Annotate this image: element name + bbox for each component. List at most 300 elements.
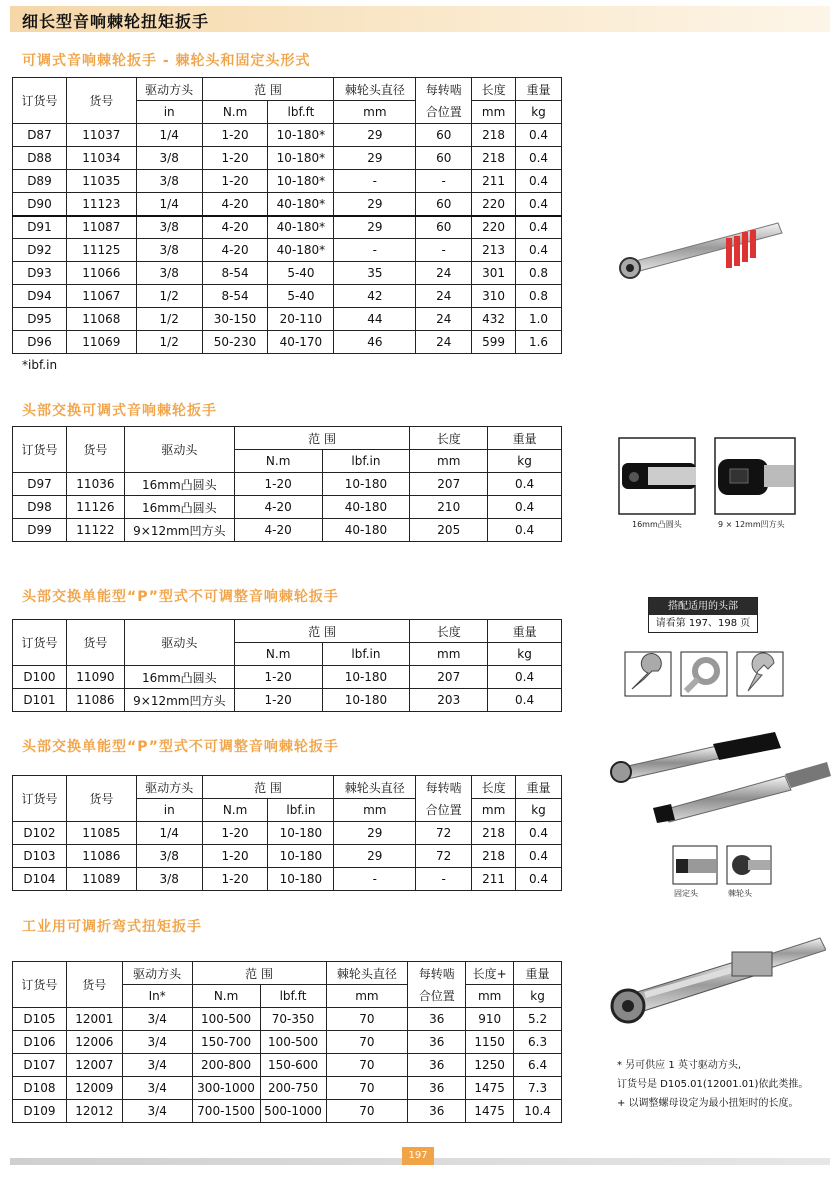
table-cell: 10-180* bbox=[268, 170, 334, 193]
table-cell: D106 bbox=[13, 1031, 67, 1054]
table-cell: 42 bbox=[334, 285, 416, 308]
header-lbf: lbf.ft bbox=[260, 985, 326, 1008]
table-cell: 44 bbox=[334, 308, 416, 331]
table-cell: 500-1000 bbox=[260, 1100, 326, 1123]
table-row bbox=[13, 239, 562, 262]
table-row bbox=[13, 1100, 562, 1123]
table-cell: - bbox=[334, 239, 416, 262]
table-cell: 11123 bbox=[66, 193, 136, 216]
header-nm: N.m bbox=[234, 643, 322, 666]
torque-wrench-photo bbox=[605, 728, 831, 823]
header-dia-unit: mm bbox=[334, 799, 416, 822]
section-5-notes bbox=[617, 1056, 839, 1113]
table-cell: 7.3 bbox=[514, 1077, 562, 1100]
table-cell: D98 bbox=[13, 496, 67, 519]
table-cell: 3/4 bbox=[122, 1031, 192, 1054]
table-cell: 9×12mm凹方头 bbox=[124, 689, 234, 712]
header-wt: 重量 bbox=[516, 776, 562, 799]
table-cell: 0.8 bbox=[516, 285, 562, 308]
table-cell: 60 bbox=[416, 193, 472, 216]
table-cell: 1.6 bbox=[516, 331, 562, 354]
table-cell: 150-700 bbox=[192, 1031, 260, 1054]
table-cell: 0.4 bbox=[488, 666, 562, 689]
table-cell: 207 bbox=[410, 473, 488, 496]
table-cell: 36 bbox=[408, 1054, 466, 1077]
table-cell: 10-180 bbox=[268, 845, 334, 868]
header-item: 货号 bbox=[66, 962, 122, 1008]
table-cell: 36 bbox=[408, 1077, 466, 1100]
table-cell: 36 bbox=[408, 1008, 466, 1031]
table-cell: 1150 bbox=[466, 1031, 514, 1054]
table-cell: 10-180 bbox=[322, 689, 410, 712]
section-5-table bbox=[12, 961, 562, 1123]
table-cell: 11087 bbox=[66, 216, 136, 239]
table-cell: 301 bbox=[472, 262, 516, 285]
table-cell: D103 bbox=[13, 845, 67, 868]
header-dia: 棘轮头直径 bbox=[334, 78, 416, 101]
torque-wrench-photo bbox=[604, 930, 826, 1034]
note-line: * 另可供应 1 英寸驱动方头, bbox=[617, 1060, 742, 1071]
table-cell: 599 bbox=[472, 331, 516, 354]
table-cell: 60 bbox=[416, 147, 472, 170]
photo-caption: 固定头 bbox=[674, 889, 698, 898]
header-dia-unit: mm bbox=[334, 101, 416, 124]
header-wt: 重量 bbox=[488, 620, 562, 643]
table-cell: 3/4 bbox=[122, 1077, 192, 1100]
table-row bbox=[13, 147, 562, 170]
table-cell: 70 bbox=[326, 1031, 408, 1054]
table-row bbox=[13, 170, 562, 193]
table-cell: 3/8 bbox=[136, 239, 202, 262]
header-drive-unit: in bbox=[136, 101, 202, 124]
table-cell: 24 bbox=[416, 262, 472, 285]
table-cell: 4-20 bbox=[202, 193, 268, 216]
table-cell: 1-20 bbox=[234, 689, 322, 712]
table-cell: 70 bbox=[326, 1008, 408, 1031]
table-cell: 1/2 bbox=[136, 308, 202, 331]
table-cell: 9×12mm凹方头 bbox=[124, 519, 234, 542]
table-row bbox=[13, 496, 562, 519]
wrench-head-photo bbox=[618, 437, 696, 515]
header-wt-unit: kg bbox=[488, 643, 562, 666]
table-cell: D92 bbox=[13, 239, 67, 262]
table-cell: 211 bbox=[472, 868, 516, 891]
table-cell: 29 bbox=[334, 216, 416, 239]
header-order: 订货号 bbox=[13, 427, 67, 473]
table-cell: 1-20 bbox=[202, 147, 268, 170]
table-row bbox=[13, 1031, 562, 1054]
table-cell: 46 bbox=[334, 331, 416, 354]
table-cell: 36 bbox=[408, 1031, 466, 1054]
table-cell: 6.3 bbox=[514, 1031, 562, 1054]
table-cell: 40-180 bbox=[322, 496, 410, 519]
header-wt-unit: kg bbox=[488, 450, 562, 473]
table-row bbox=[13, 666, 562, 689]
table-cell: 11090 bbox=[66, 666, 124, 689]
reference-box bbox=[648, 597, 758, 633]
reference-box-body: 请看第 197、198 页 bbox=[649, 615, 757, 632]
table-cell: 5-40 bbox=[268, 262, 334, 285]
table-cell: 3/4 bbox=[122, 1054, 192, 1077]
header-order: 订货号 bbox=[13, 962, 67, 1008]
wrench-head-photo bbox=[672, 845, 718, 885]
table-cell: 910 bbox=[466, 1008, 514, 1031]
table-cell: 70 bbox=[326, 1054, 408, 1077]
header-item: 货号 bbox=[66, 776, 136, 822]
header-nm: N.m bbox=[234, 450, 322, 473]
table-cell: 0.4 bbox=[516, 239, 562, 262]
table-cell: 10-180 bbox=[322, 666, 410, 689]
table-cell: 40-180 bbox=[322, 519, 410, 542]
table-row bbox=[13, 1077, 562, 1100]
table-cell: 12009 bbox=[66, 1077, 122, 1100]
section-1-title: 可调式音响棘轮扳手 - 棘轮头和固定头形式 bbox=[22, 53, 311, 69]
header-item: 货号 bbox=[66, 427, 124, 473]
table-cell: D105 bbox=[13, 1008, 67, 1031]
photo-caption: 9 × 12mm凹方头 bbox=[718, 520, 785, 529]
table-cell: 40-180* bbox=[268, 193, 334, 216]
table-cell: 5-40 bbox=[268, 285, 334, 308]
header-wt-unit: kg bbox=[516, 799, 562, 822]
table-cell: 220 bbox=[472, 193, 516, 216]
table-cell: 3/8 bbox=[136, 262, 202, 285]
table-row bbox=[13, 519, 562, 542]
table-cell: 1475 bbox=[466, 1077, 514, 1100]
table-cell: 1.0 bbox=[516, 308, 562, 331]
header-range: 范 围 bbox=[234, 620, 410, 643]
table-row bbox=[13, 473, 562, 496]
header-click: 每转啮 bbox=[416, 78, 472, 101]
table-cell: 0.4 bbox=[488, 496, 562, 519]
header-lbf: lbf.in bbox=[268, 799, 334, 822]
photo-caption: 16mm凸圆头 bbox=[632, 520, 682, 529]
table-cell: D107 bbox=[13, 1054, 67, 1077]
table-cell: 50-230 bbox=[202, 331, 268, 354]
table-cell: 0.4 bbox=[516, 822, 562, 845]
section-1-footnote: *ibf.in bbox=[22, 358, 58, 372]
table-cell: 24 bbox=[416, 285, 472, 308]
table-cell: 0.4 bbox=[488, 473, 562, 496]
table-cell: 210 bbox=[410, 496, 488, 519]
table-cell: D93 bbox=[13, 262, 67, 285]
header-drive: 驱动头 bbox=[124, 620, 234, 666]
table-cell: 12012 bbox=[66, 1100, 122, 1123]
table-cell: 12001 bbox=[66, 1008, 122, 1031]
header-len-unit: mm bbox=[472, 101, 516, 124]
torque-wrench-photo bbox=[608, 128, 808, 288]
header-wt: 重量 bbox=[488, 427, 562, 450]
table-cell: 1-20 bbox=[202, 124, 268, 147]
table-row bbox=[13, 868, 562, 891]
table-cell: 12007 bbox=[66, 1054, 122, 1077]
table-cell: 432 bbox=[472, 308, 516, 331]
table-row bbox=[13, 124, 562, 147]
header-order: 订货号 bbox=[13, 78, 67, 124]
table-cell: D88 bbox=[13, 147, 67, 170]
header-range: 范 围 bbox=[202, 776, 334, 799]
table-cell: 218 bbox=[472, 845, 516, 868]
table-cell: 70-350 bbox=[260, 1008, 326, 1031]
table-cell: - bbox=[416, 170, 472, 193]
header-nm: N.m bbox=[202, 799, 268, 822]
table-cell: 10-180 bbox=[268, 822, 334, 845]
table-cell: D89 bbox=[13, 170, 67, 193]
header-len-unit: mm bbox=[410, 643, 488, 666]
header-drive-unit: in bbox=[136, 799, 202, 822]
table-cell: D97 bbox=[13, 473, 67, 496]
table-cell: 29 bbox=[334, 845, 416, 868]
table-cell: D99 bbox=[13, 519, 67, 542]
table-cell: 40-180* bbox=[268, 216, 334, 239]
header-nm: N.m bbox=[192, 985, 260, 1008]
section-4-table bbox=[12, 775, 562, 891]
table-cell: 10-180* bbox=[268, 124, 334, 147]
header-drive: 驱动方头 bbox=[136, 776, 202, 799]
table-cell: 10-180* bbox=[268, 147, 334, 170]
table-cell: 220 bbox=[472, 216, 516, 239]
table-cell: 1/4 bbox=[136, 822, 202, 845]
page-header-bar bbox=[10, 6, 830, 32]
wrench-head-photo bbox=[714, 437, 796, 515]
table-cell: 11069 bbox=[66, 331, 136, 354]
table-cell: 150-600 bbox=[260, 1054, 326, 1077]
table-cell: 30-150 bbox=[202, 308, 268, 331]
header-wt-unit: kg bbox=[514, 985, 562, 1008]
table-cell: 1/4 bbox=[136, 124, 202, 147]
table-cell: 11037 bbox=[66, 124, 136, 147]
header-range: 范 围 bbox=[202, 78, 334, 101]
table-cell: 11066 bbox=[66, 262, 136, 285]
table-cell: 10-180 bbox=[322, 473, 410, 496]
table-cell: 0.4 bbox=[516, 124, 562, 147]
section-1-table bbox=[12, 77, 562, 354]
table-cell: 1250 bbox=[466, 1054, 514, 1077]
table-cell: 8-54 bbox=[202, 262, 268, 285]
table-cell: 0.4 bbox=[516, 845, 562, 868]
table-row bbox=[13, 216, 562, 239]
table-cell: D95 bbox=[13, 308, 67, 331]
header-click: 每转啮 bbox=[408, 962, 466, 985]
table-cell: 0.4 bbox=[516, 170, 562, 193]
header-drive: 驱动头 bbox=[124, 427, 234, 473]
table-cell: 3/8 bbox=[136, 170, 202, 193]
header-drive-unit: In* bbox=[122, 985, 192, 1008]
table-cell: 11085 bbox=[66, 822, 136, 845]
table-cell: 3/8 bbox=[136, 147, 202, 170]
table-cell: 4-20 bbox=[234, 496, 322, 519]
reference-box-head: 搭配适用的头部 bbox=[649, 598, 757, 615]
table-cell: 3/8 bbox=[136, 216, 202, 239]
table-cell: 205 bbox=[410, 519, 488, 542]
section-5-title: 工业用可调折弯式扭矩扳手 bbox=[22, 919, 202, 935]
table-cell: - bbox=[416, 868, 472, 891]
photo-caption: 棘轮头 bbox=[728, 889, 752, 898]
page-title: 细长型音响棘轮扭矩扳手 bbox=[22, 12, 210, 31]
table-cell: 300-1000 bbox=[192, 1077, 260, 1100]
table-cell: 12006 bbox=[66, 1031, 122, 1054]
header-order: 订货号 bbox=[13, 776, 67, 822]
table-cell: 24 bbox=[416, 308, 472, 331]
header-range: 范 围 bbox=[192, 962, 326, 985]
section-3-title: 头部交换单能型“P”型式不可调整音响棘轮扳手 bbox=[22, 589, 339, 605]
table-cell: 1/2 bbox=[136, 331, 202, 354]
header-len: 长度 bbox=[410, 427, 488, 450]
table-cell: 16mm凸圆头 bbox=[124, 666, 234, 689]
table-cell: 1-20 bbox=[202, 170, 268, 193]
table-cell: 0.4 bbox=[516, 147, 562, 170]
table-cell: 1/2 bbox=[136, 285, 202, 308]
table-cell: 218 bbox=[472, 147, 516, 170]
header-len: 长度 bbox=[472, 78, 516, 101]
header-order: 订货号 bbox=[13, 620, 67, 666]
table-cell: 207 bbox=[410, 666, 488, 689]
table-cell: - bbox=[416, 239, 472, 262]
table-cell: 11067 bbox=[66, 285, 136, 308]
table-cell: 3/4 bbox=[122, 1100, 192, 1123]
header-dia: 棘轮头直径 bbox=[334, 776, 416, 799]
table-cell: D101 bbox=[13, 689, 67, 712]
table-cell: 11122 bbox=[66, 519, 124, 542]
header-wt: 重量 bbox=[516, 78, 562, 101]
header-wt-unit: kg bbox=[516, 101, 562, 124]
table-cell: 4-20 bbox=[234, 519, 322, 542]
table-cell: 4-20 bbox=[202, 239, 268, 262]
table-cell: 36 bbox=[408, 1100, 466, 1123]
table-cell: 11126 bbox=[66, 496, 124, 519]
table-cell: 3/8 bbox=[136, 868, 202, 891]
table-row bbox=[13, 689, 562, 712]
table-cell: D91 bbox=[13, 216, 67, 239]
table-cell: 11036 bbox=[66, 473, 124, 496]
header-len-unit: mm bbox=[466, 985, 514, 1008]
header-click2: 合位置 bbox=[416, 101, 472, 124]
wrench-head-photo bbox=[726, 845, 772, 885]
table-cell: 100-500 bbox=[192, 1008, 260, 1031]
header-click2: 合位置 bbox=[416, 799, 472, 822]
table-cell: 1475 bbox=[466, 1100, 514, 1123]
header-click2: 合位置 bbox=[408, 985, 466, 1008]
header-range: 范 围 bbox=[234, 427, 410, 450]
spanner-head-photo bbox=[624, 651, 784, 697]
table-cell: 16mm凸圆头 bbox=[124, 473, 234, 496]
table-cell: D94 bbox=[13, 285, 67, 308]
table-cell: 60 bbox=[416, 216, 472, 239]
header-len: 长度+ bbox=[466, 962, 514, 985]
table-cell: 5.2 bbox=[514, 1008, 562, 1031]
header-dia: 棘轮头直径 bbox=[326, 962, 408, 985]
table-cell: 11086 bbox=[66, 689, 124, 712]
note-line: + 以调整螺母设定为最小扭矩时的长度。 bbox=[617, 1098, 799, 1109]
table-cell: 3/8 bbox=[136, 845, 202, 868]
table-cell: 29 bbox=[334, 124, 416, 147]
table-cell: 8-54 bbox=[202, 285, 268, 308]
table-cell: 24 bbox=[416, 331, 472, 354]
table-cell: 40-180* bbox=[268, 239, 334, 262]
table-row bbox=[13, 331, 562, 354]
table-cell: 20-110 bbox=[268, 308, 334, 331]
table-cell: 1/4 bbox=[136, 193, 202, 216]
table-cell: 1-20 bbox=[234, 473, 322, 496]
table-cell: 60 bbox=[416, 124, 472, 147]
table-cell: 200-750 bbox=[260, 1077, 326, 1100]
table-row bbox=[13, 308, 562, 331]
table-cell: 72 bbox=[416, 822, 472, 845]
table-cell: 3/4 bbox=[122, 1008, 192, 1031]
header-lbf: lbf.in bbox=[322, 450, 410, 473]
header-dia-unit: mm bbox=[326, 985, 408, 1008]
table-row bbox=[13, 822, 562, 845]
header-len-unit: mm bbox=[410, 450, 488, 473]
table-cell: 11086 bbox=[66, 845, 136, 868]
table-cell: D90 bbox=[13, 193, 67, 216]
table-cell: 4-20 bbox=[202, 216, 268, 239]
section-2-table bbox=[12, 426, 562, 542]
table-cell: - bbox=[334, 170, 416, 193]
table-cell: 16mm凸圆头 bbox=[124, 496, 234, 519]
header-click: 每转啮 bbox=[416, 776, 472, 799]
table-cell: D108 bbox=[13, 1077, 67, 1100]
table-cell: 70 bbox=[326, 1077, 408, 1100]
table-cell: 72 bbox=[416, 845, 472, 868]
table-cell: 200-800 bbox=[192, 1054, 260, 1077]
table-cell: 40-170 bbox=[268, 331, 334, 354]
page-number: 197 bbox=[402, 1147, 434, 1165]
table-row bbox=[13, 1054, 562, 1077]
header-wt: 重量 bbox=[514, 962, 562, 985]
table-row bbox=[13, 1008, 562, 1031]
table-cell: 0.4 bbox=[488, 689, 562, 712]
table-cell: 11035 bbox=[66, 170, 136, 193]
table-cell: 218 bbox=[472, 124, 516, 147]
table-row bbox=[13, 845, 562, 868]
table-cell: 1-20 bbox=[202, 868, 268, 891]
section-3-table bbox=[12, 619, 562, 712]
table-cell: 0.4 bbox=[516, 216, 562, 239]
header-lbf: lbf.ft bbox=[268, 101, 334, 124]
table-cell: 0.4 bbox=[516, 868, 562, 891]
table-cell: 29 bbox=[334, 147, 416, 170]
table-cell: 11034 bbox=[66, 147, 136, 170]
table-cell: 70 bbox=[326, 1100, 408, 1123]
header-item: 货号 bbox=[66, 620, 124, 666]
table-cell: 0.4 bbox=[488, 519, 562, 542]
header-len: 长度 bbox=[410, 620, 488, 643]
note-line: 订货号是 D105.01(12001.01)依此类推。 bbox=[617, 1079, 809, 1090]
section-4-title: 头部交换单能型“P”型式不可调整音响棘轮扳手 bbox=[22, 739, 339, 755]
table-cell: 11125 bbox=[66, 239, 136, 262]
table-cell: D109 bbox=[13, 1100, 67, 1123]
header-len-unit: mm bbox=[472, 799, 516, 822]
table-cell: 218 bbox=[472, 822, 516, 845]
table-cell: 211 bbox=[472, 170, 516, 193]
table-cell: 29 bbox=[334, 822, 416, 845]
header-drive: 驱动方头 bbox=[136, 78, 202, 101]
table-cell: D104 bbox=[13, 868, 67, 891]
table-cell: D100 bbox=[13, 666, 67, 689]
table-cell: 10-180 bbox=[268, 868, 334, 891]
table-row bbox=[13, 193, 562, 216]
table-cell: 213 bbox=[472, 239, 516, 262]
table-cell: 29 bbox=[334, 193, 416, 216]
table-cell: 1-20 bbox=[234, 666, 322, 689]
header-nm: N.m bbox=[202, 101, 268, 124]
section-2-title: 头部交换可调式音响棘轮扳手 bbox=[22, 403, 217, 419]
table-cell: 0.4 bbox=[516, 193, 562, 216]
table-cell: - bbox=[334, 868, 416, 891]
table-cell: D87 bbox=[13, 124, 67, 147]
table-cell: 700-1500 bbox=[192, 1100, 260, 1123]
header-drive: 驱动方头 bbox=[122, 962, 192, 985]
